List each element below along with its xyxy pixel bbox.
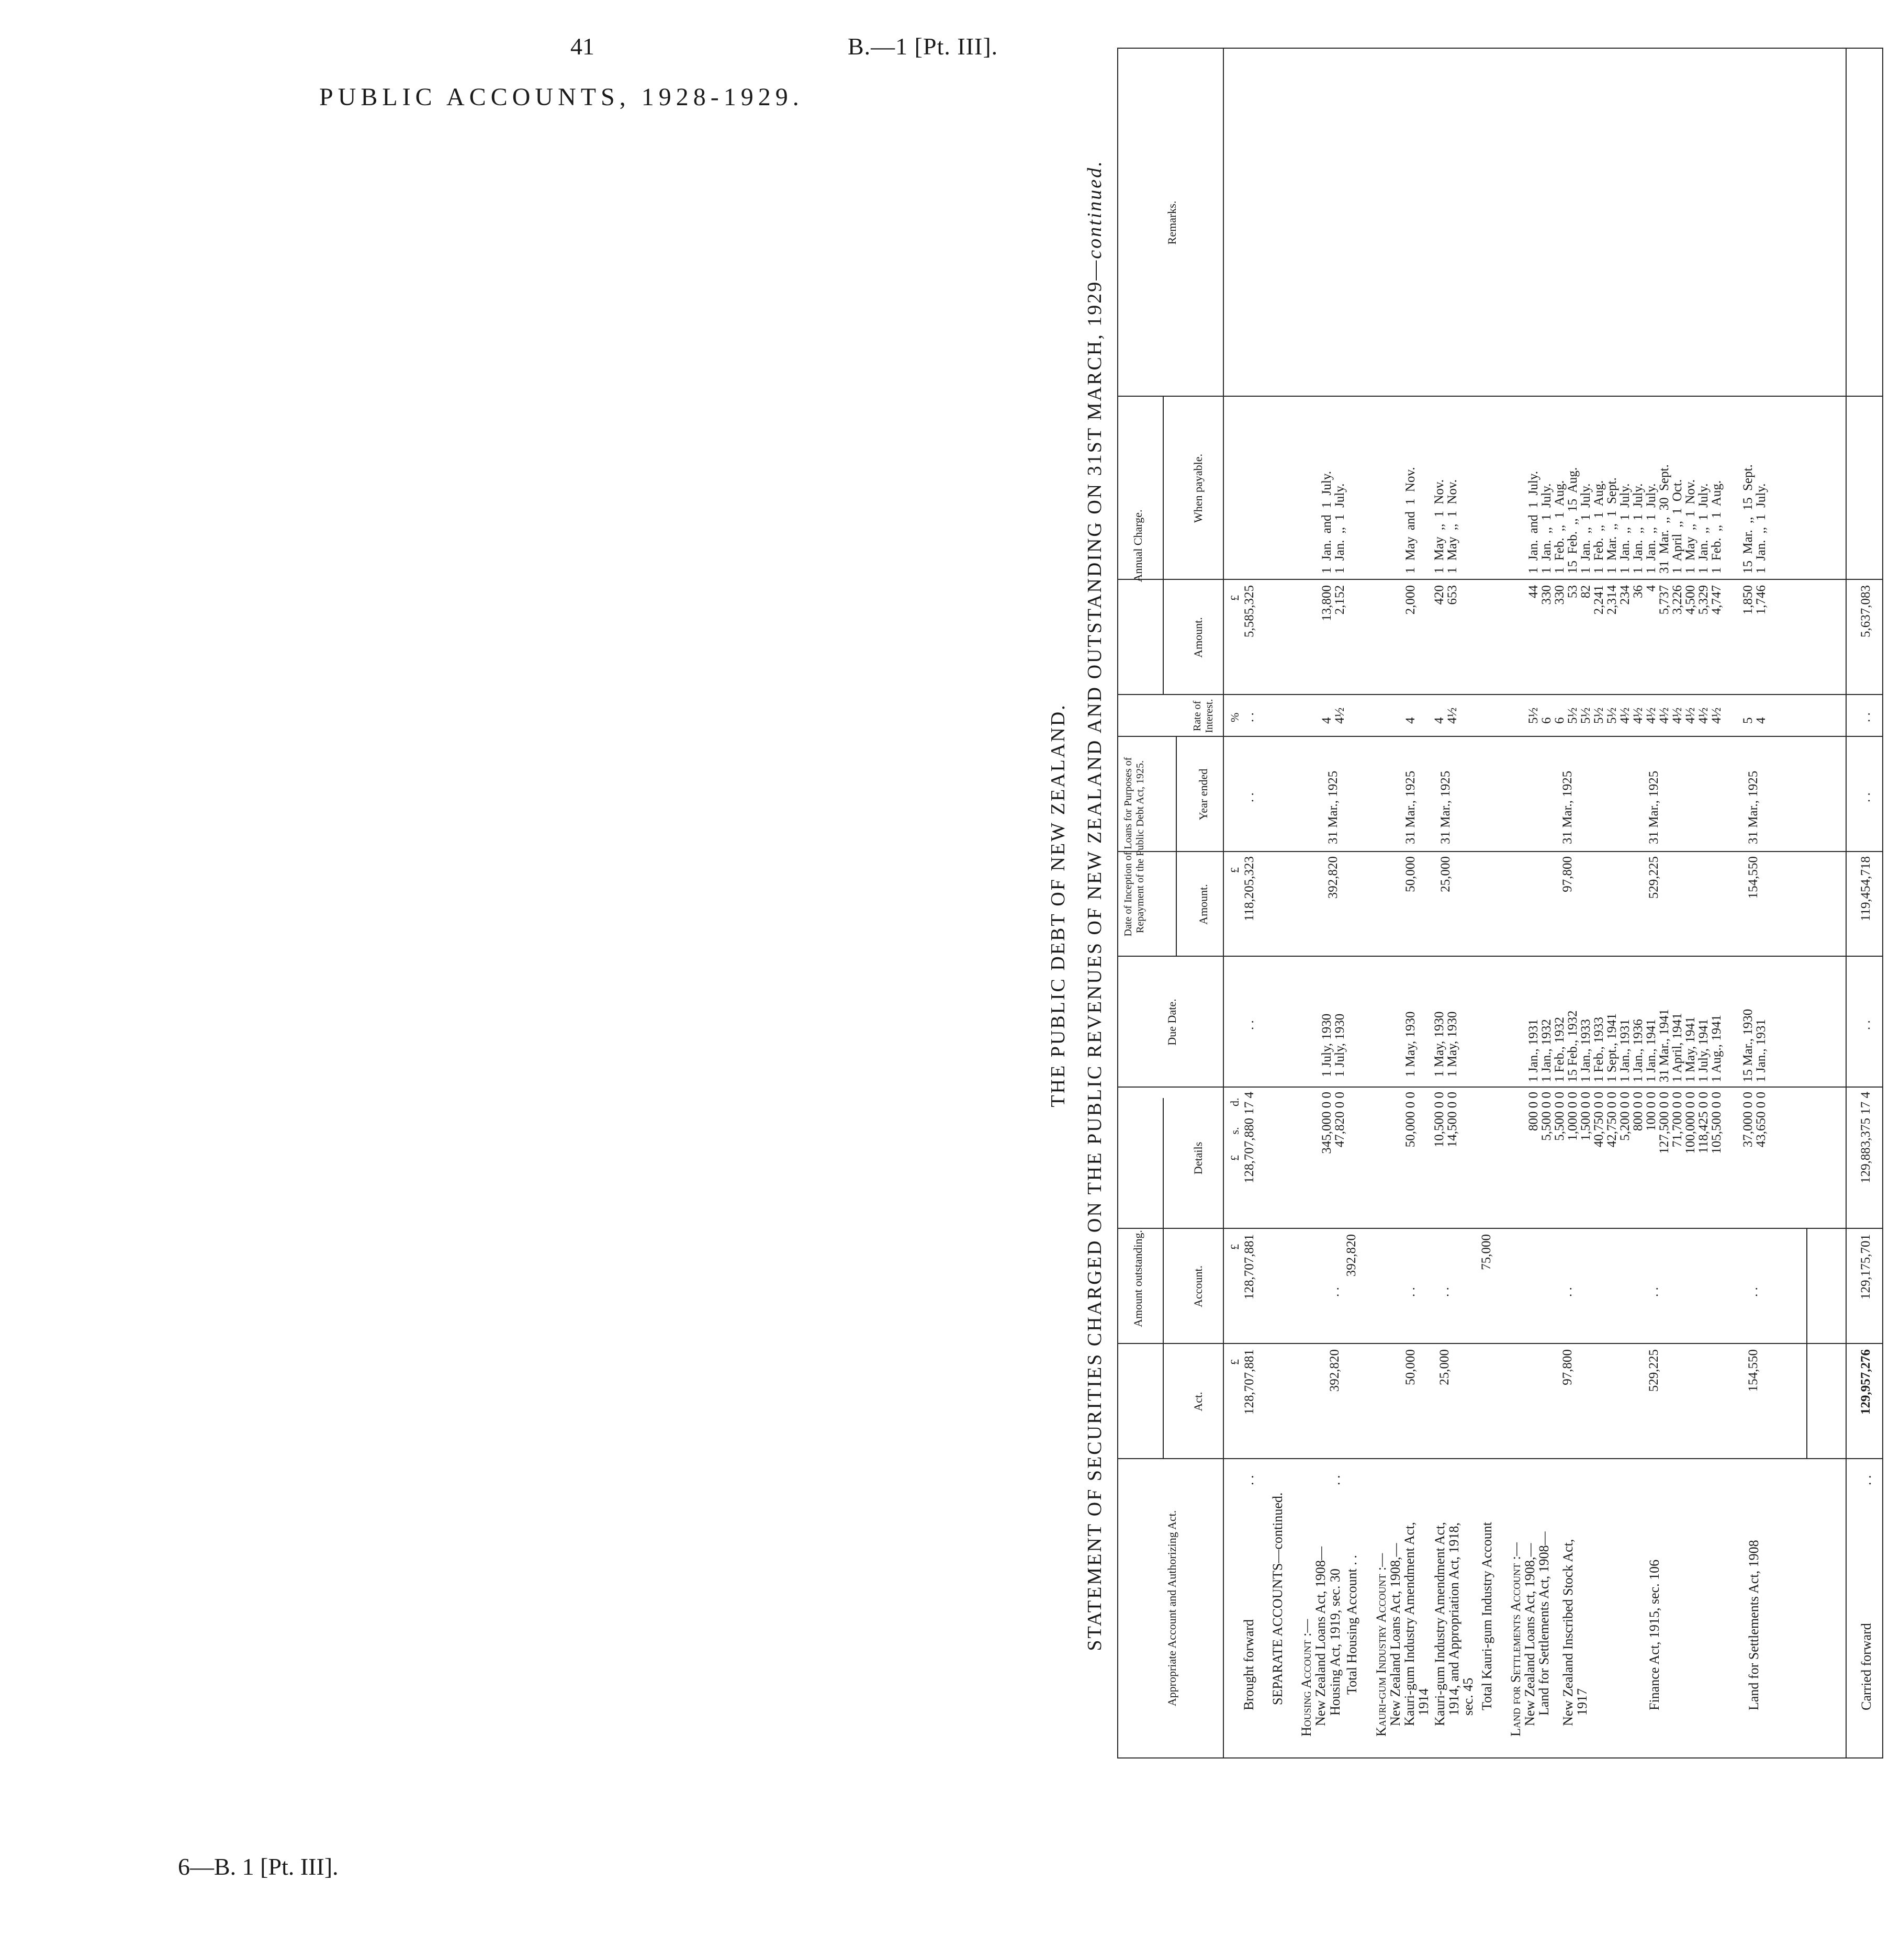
header-due-date: Due Date.	[1165, 999, 1178, 1046]
header-annual-amount: Amount.	[1191, 617, 1205, 658]
rotated-table-sheet	[1036, 42, 1889, 1769]
land-annual-row: 2,241	[1592, 585, 1606, 615]
statement-title-text: STATEMENT OF SECURITIES CHARGED ON THE PUBLIC REVENUES OF NEW ZEALAND AND OUTSTANDING ON 31ST MARCH, 1929—	[1084, 259, 1106, 1651]
kauri-payable-3: 1 May ,, 1 Nov.	[1445, 479, 1459, 574]
land-title: Land for Settlements Account :—	[1508, 1542, 1523, 1737]
land-details-row: 118,425 0 0	[1696, 1092, 1711, 1153]
unit-pound: £	[1228, 867, 1241, 873]
carried-forward-act: 129,957,276	[1859, 1349, 1873, 1415]
land-annual-row: 5,329	[1696, 585, 1711, 615]
col-divider	[1118, 956, 1882, 957]
land-account-dots-1: . .	[1560, 1287, 1575, 1297]
col-divider	[1118, 1087, 1882, 1088]
carried-forward-year: . .	[1859, 792, 1873, 802]
land-nz-stock: New Zealand Inscribed Stock Act,	[1560, 1539, 1576, 1726]
table-title: THE PUBLIC DEBT OF NEW ZEALAND.	[1047, 703, 1069, 1107]
land-payable-row: 1 April ,, 1 Oct.	[1670, 479, 1684, 574]
header-inception: Date of Inception of Loans for Purposes of Repayment of the Public Debt Act, 1925.	[1122, 757, 1146, 937]
header-year-ended: Year ended	[1197, 768, 1210, 821]
land-payable-row: 1 May ,, 1 Nov.	[1683, 479, 1697, 574]
brought-forward-year: . .	[1242, 792, 1256, 802]
land-rate-row: 4½	[1644, 707, 1658, 724]
land-details-row: 100 0 0	[1644, 1092, 1658, 1131]
land-rate-row: 4	[1754, 717, 1768, 724]
land-payable-row: 1 Jan. and 1 July.	[1526, 471, 1541, 574]
land-details-row: 800 0 0	[1526, 1092, 1541, 1131]
land-due-row: 1 Feb., 1932	[1553, 1017, 1567, 1082]
carried-forward-due: . .	[1859, 1020, 1873, 1030]
header-inception-amount: Amount.	[1197, 884, 1210, 925]
land-rate-row: 4½	[1696, 707, 1711, 724]
housing-details-2: 47,820 0 0	[1333, 1092, 1347, 1148]
housing-payable-2: 1 Jan. ,, 1 July.	[1333, 483, 1347, 574]
housing-details-1: 345,000 0 0	[1320, 1092, 1334, 1154]
housing-total-value: 392,820	[1344, 1234, 1358, 1277]
land-payable-row: 1 Jan. ,, 1 July.	[1631, 483, 1645, 574]
carried-forward-account: 129,175,701	[1859, 1234, 1873, 1300]
header-annual-charge: Annual Charge.	[1131, 509, 1144, 583]
header-account: Appropriate Account and Authorizing Act.	[1165, 1510, 1178, 1707]
kauri-act-value-2: 25,000	[1437, 1349, 1452, 1385]
land-due-row: 1 Jan., 1936	[1631, 1019, 1645, 1082]
kauri-annual-2: 420	[1432, 585, 1446, 605]
page-subtitle: PUBLIC ACCOUNTS, 1928-1929.	[319, 83, 804, 111]
housing-rate-2: 4½	[1333, 707, 1347, 724]
kauri-act3: Kauri-gum Industry Amendment Act,	[1432, 1522, 1447, 1726]
carried-forward-annual: 5,637,083	[1859, 585, 1873, 637]
kauri-details-2: 10,500 0 0	[1432, 1092, 1446, 1148]
land-details-row: 1,000 0 0	[1566, 1092, 1580, 1141]
land-account-dots-2: . .	[1647, 1287, 1661, 1297]
unit-percent: %	[1228, 712, 1241, 722]
land-payable-row: 1 Feb. ,, 1 Aug.	[1592, 480, 1606, 574]
housing-due-2: 1 July, 1930	[1333, 1013, 1347, 1077]
kauri-inception-1: 50,000	[1403, 856, 1418, 892]
kauri-act-value-1: 50,000	[1403, 1349, 1418, 1385]
housing-total-label: Total Housing Account . .	[1344, 1555, 1359, 1695]
land-annual-row: 3,226	[1670, 585, 1684, 615]
land-due-row: 31 Mar., 1941	[1657, 1009, 1671, 1082]
housing-act-value: 392,820	[1328, 1349, 1342, 1392]
unit-pound: £	[1228, 595, 1241, 601]
brought-forward-inception: 118,205,323	[1242, 856, 1256, 922]
kauri-annual-1: 2,000	[1403, 585, 1418, 615]
carried-rule	[1846, 49, 1847, 1757]
land-due-row: 1 Jan., 1931	[1754, 1019, 1768, 1082]
land-nz-stock-b: 1917	[1575, 1688, 1590, 1716]
kauri-payable-2: 1 May ,, 1 Nov.	[1432, 479, 1446, 574]
land-payable-row: 15 Mar. ,, 15 Sept.	[1741, 464, 1755, 574]
land-details-row: 105,500 0 0	[1710, 1092, 1724, 1154]
kauri-details-3: 14,500 0 0	[1445, 1092, 1459, 1148]
header-account-col: Account.	[1191, 1265, 1205, 1308]
kauri-due-1: 1 May, 1930	[1403, 1011, 1418, 1077]
kauri-rate-1: 4	[1403, 717, 1418, 724]
land-details-row: 40,750 0 0	[1592, 1092, 1606, 1148]
land-act-value-1: 97,800	[1560, 1349, 1575, 1385]
land-annual-row: 44	[1526, 585, 1541, 598]
carried-forward-inception: 119,454,718	[1859, 856, 1873, 922]
housing-dots: . .	[1328, 1475, 1343, 1485]
housing-year: 31 Mar., 1925	[1326, 770, 1340, 844]
land-year-3: 31 Mar., 1925	[1746, 770, 1760, 844]
col-divider	[1118, 1343, 1882, 1344]
header-when-payable: When payable.	[1191, 454, 1205, 523]
land-account-dots-3: . .	[1746, 1287, 1760, 1297]
housing-act2: Housing Act, 1919, sec. 30	[1328, 1569, 1343, 1716]
header-rule	[1223, 49, 1224, 1757]
land-act-value-2: 529,225	[1647, 1349, 1661, 1392]
housing-rate-1: 4	[1320, 717, 1334, 724]
unit-pound: £	[1228, 1359, 1241, 1365]
header-amount-outstanding: Amount outstanding.	[1131, 1230, 1144, 1327]
housing-payable-1: 1 Jan. and 1 July.	[1320, 471, 1334, 574]
land-payable-row: 1 Jan. ,, 1 July.	[1618, 483, 1632, 574]
subheader-rule	[1163, 1098, 1164, 1459]
land-rate-row: 4½	[1670, 707, 1684, 724]
land-rate-row: 5	[1741, 717, 1755, 724]
land-details-row: 5,500 0 0	[1539, 1092, 1554, 1141]
land-annual-row: 5,737	[1657, 585, 1671, 615]
land-due-row: 1 Jan., 1933	[1579, 1019, 1593, 1082]
land-due-row: 15 Feb., 1932	[1566, 1010, 1580, 1082]
land-annual-row: 82	[1579, 585, 1593, 598]
land-payable-row: 1 Jan. ,, 1 July.	[1579, 483, 1593, 574]
kauri-total-value: 75,000	[1479, 1234, 1493, 1270]
land-due-row: 1 July, 1941	[1696, 1018, 1711, 1082]
land-annual-row: 330	[1553, 585, 1567, 605]
kauri-year-1: 31 Mar., 1925	[1403, 770, 1418, 844]
land-rate-row: 5½	[1592, 707, 1606, 724]
land-annual-row: 4	[1644, 585, 1658, 592]
land-rate-row: 5½	[1526, 707, 1541, 724]
land-act2: Land for Settlements Act, 1908—	[1536, 1531, 1551, 1716]
land-details-row: 5,500 0 0	[1553, 1092, 1567, 1141]
carried-forward-dots: . .	[1859, 1475, 1874, 1485]
housing-title: Housing Account :—	[1299, 1619, 1314, 1737]
land-annual-row: 2,314	[1605, 585, 1619, 615]
brought-forward-dots: . .	[1241, 1475, 1256, 1485]
land-due-row: 1 Jan., 1931	[1618, 1019, 1632, 1082]
total-rule	[1806, 1229, 1807, 1459]
land-due-row: 15 Mar., 1930	[1741, 1009, 1755, 1082]
brought-forward-due: . .	[1242, 1020, 1256, 1030]
kauri-act2b: 1914	[1416, 1688, 1431, 1716]
carried-forward-details: 129,883,375 17 4	[1859, 1092, 1873, 1183]
land-rate-row: 5½	[1605, 707, 1619, 724]
housing-inception: 392,820	[1326, 856, 1340, 899]
land-annual-row: 330	[1539, 585, 1554, 605]
land-details-row: 5,200 0 0	[1618, 1092, 1632, 1141]
land-payable-row: 1 Feb. ,, 1 Aug.	[1553, 480, 1567, 574]
kauri-year-2: 31 Mar., 1925	[1438, 770, 1453, 844]
land-year-2: 31 Mar., 1925	[1647, 770, 1661, 844]
land-details-row: 71,700 0 0	[1670, 1092, 1684, 1148]
land-due-row: 1 Jan., 1941	[1644, 1019, 1658, 1082]
land-year-1: 31 Mar., 1925	[1560, 770, 1575, 844]
land-due-row: 1 Sept., 1941	[1605, 1013, 1619, 1082]
land-rate-row: 5½	[1579, 707, 1593, 724]
housing-annual-2: 2,152	[1333, 585, 1347, 615]
brought-forward-annual: 5,585,325	[1242, 585, 1256, 637]
document-code: B.—1 [Pt. III].	[848, 33, 998, 60]
subheader-rule	[1163, 397, 1164, 695]
land-annual-row: 4,747	[1710, 585, 1724, 615]
unit-pound-sd: £ s. d.	[1228, 1097, 1241, 1161]
kauri-account-dots-1: . .	[1403, 1287, 1418, 1297]
col-divider	[1118, 736, 1882, 737]
land-payable-row: 1 Jan. ,, 1 July.	[1754, 483, 1768, 574]
carried-forward-label: Carried forward	[1859, 1623, 1874, 1710]
land-inception-2: 529,225	[1647, 856, 1661, 899]
land-due-row: 1 Feb., 1933	[1592, 1017, 1606, 1082]
land-lfs: Land for Settlements Act, 1908	[1746, 1540, 1761, 1710]
land-annual-row: 4,500	[1683, 585, 1697, 615]
kauri-annual-3: 653	[1445, 585, 1459, 605]
col-divider	[1118, 1458, 1882, 1459]
land-annual-row: 234	[1618, 585, 1632, 605]
brought-forward-rate: . .	[1242, 712, 1256, 722]
col-divider	[1118, 396, 1882, 397]
land-due-row: 1 May, 1941	[1683, 1016, 1697, 1082]
land-inception-1: 97,800	[1560, 856, 1575, 892]
land-act-value-3: 154,550	[1746, 1349, 1760, 1392]
kauri-act1: New Zealand Loans Act, 1908,—	[1388, 1543, 1403, 1726]
kauri-title: Kauri-gum Industry Account :—	[1374, 1553, 1389, 1737]
land-act1: New Zealand Loans Act, 1908,—	[1522, 1543, 1537, 1726]
land-annual-row: 1,850	[1741, 585, 1755, 615]
header-remarks: Remarks.	[1165, 200, 1178, 245]
land-due-row: 1 Aug., 1941	[1710, 1014, 1724, 1082]
kauri-total-label: Total Kauri-gum Industry Account	[1479, 1522, 1494, 1710]
land-rate-row: 4½	[1710, 707, 1724, 724]
land-payable-row: 1 Mar. ,, 1 Sept.	[1605, 477, 1619, 574]
housing-due-1: 1 July, 1930	[1320, 1013, 1334, 1077]
land-rate-row: 4½	[1683, 707, 1697, 724]
kauri-rate-2: 4	[1432, 717, 1446, 724]
page-number: 41	[570, 33, 594, 60]
subheader-rule	[1176, 737, 1177, 957]
kauri-act3b: 1914, and Appropriation Act, 1918,	[1446, 1522, 1461, 1716]
footer-code: 6—B. 1 [Pt. III].	[178, 1853, 339, 1880]
land-rate-row: 6	[1539, 717, 1554, 724]
statement-title-suffix: continued.	[1084, 160, 1106, 259]
land-payable-row: 15 Feb. ,, 15 Aug.	[1566, 467, 1580, 574]
brought-forward-act: 128,707,881	[1242, 1349, 1256, 1415]
land-rate-row: 4½	[1657, 707, 1671, 724]
col-divider	[1118, 579, 1882, 580]
kauri-due-3: 1 May, 1930	[1445, 1011, 1459, 1077]
land-annual-row: 1,746	[1754, 585, 1768, 615]
land-rate-row: 4½	[1631, 707, 1645, 724]
land-details-row: 100,000 0 0	[1683, 1092, 1697, 1154]
header-act: Act.	[1191, 1392, 1205, 1412]
housing-annual-1: 13,800	[1320, 585, 1334, 621]
land-annual-row: 53	[1566, 585, 1580, 598]
col-divider	[1118, 851, 1882, 852]
land-annual-row: 36	[1631, 585, 1645, 598]
housing-account-dots: . .	[1328, 1287, 1342, 1297]
land-rate-row: 5½	[1566, 707, 1580, 724]
land-payable-row: 1 Feb. ,, 1 Aug.	[1710, 480, 1724, 574]
land-details-row: 37,000 0 0	[1741, 1092, 1755, 1148]
kauri-inception-2: 25,000	[1438, 856, 1453, 892]
land-rate-row: 6	[1553, 717, 1567, 724]
land-details-row: 127,500 0 0	[1657, 1092, 1671, 1154]
land-details-row: 43,650 0 0	[1754, 1092, 1768, 1148]
land-due-row: 1 Jan., 1931	[1526, 1019, 1541, 1082]
debt-table	[1117, 48, 1883, 1759]
land-payable-row: 31 Mar. ,, 30 Sept.	[1657, 464, 1671, 574]
brought-forward-label: Brought forward	[1241, 1619, 1256, 1710]
kauri-account-dots-2: . .	[1437, 1287, 1452, 1297]
land-inception-3: 154,550	[1746, 856, 1760, 899]
kauri-due-2: 1 May, 1930	[1432, 1011, 1446, 1077]
land-payable-row: 1 Jan. ,, 1 July.	[1539, 483, 1554, 574]
land-finance: Finance Act, 1915, sec. 106	[1647, 1559, 1662, 1710]
carried-forward-rate: . .	[1859, 712, 1873, 722]
land-details-row: 800 0 0	[1631, 1092, 1645, 1131]
brought-forward-details: 128,707,880 17 4	[1242, 1092, 1256, 1183]
land-details-row: 42,750 0 0	[1605, 1092, 1619, 1148]
header-details: Details	[1191, 1141, 1205, 1175]
kauri-payable-1: 1 May and 1 Nov.	[1403, 467, 1418, 574]
statement-title	[1083, 42, 1106, 1769]
unit-pound: £	[1228, 1244, 1241, 1250]
land-rate-row: 4½	[1618, 707, 1632, 724]
housing-act1: New Zealand Loans Act, 1908—	[1313, 1547, 1328, 1726]
land-payable-row: 1 Jan. ,, 1 July.	[1644, 483, 1658, 574]
kauri-act3c: sec. 45	[1460, 1677, 1476, 1716]
land-details-row: 1,500 0 0	[1579, 1092, 1593, 1141]
land-due-row: 1 Jan., 1932	[1539, 1019, 1554, 1082]
kauri-rate-3: 4½	[1445, 707, 1459, 724]
brought-forward-account: 128,707,881	[1242, 1234, 1256, 1300]
land-due-row: 1 April, 1941	[1670, 1013, 1684, 1082]
land-payable-row: 1 Jan. ,, 1 July.	[1696, 483, 1711, 574]
kauri-details-1: 50,000 0 0	[1403, 1092, 1418, 1148]
header-rate: Rate of Interest.	[1191, 699, 1215, 733]
kauri-act2: Kauri-gum Industry Amendment Act,	[1402, 1522, 1417, 1726]
section-title: SEPARATE ACCOUNTS—continued.	[1270, 1492, 1285, 1705]
